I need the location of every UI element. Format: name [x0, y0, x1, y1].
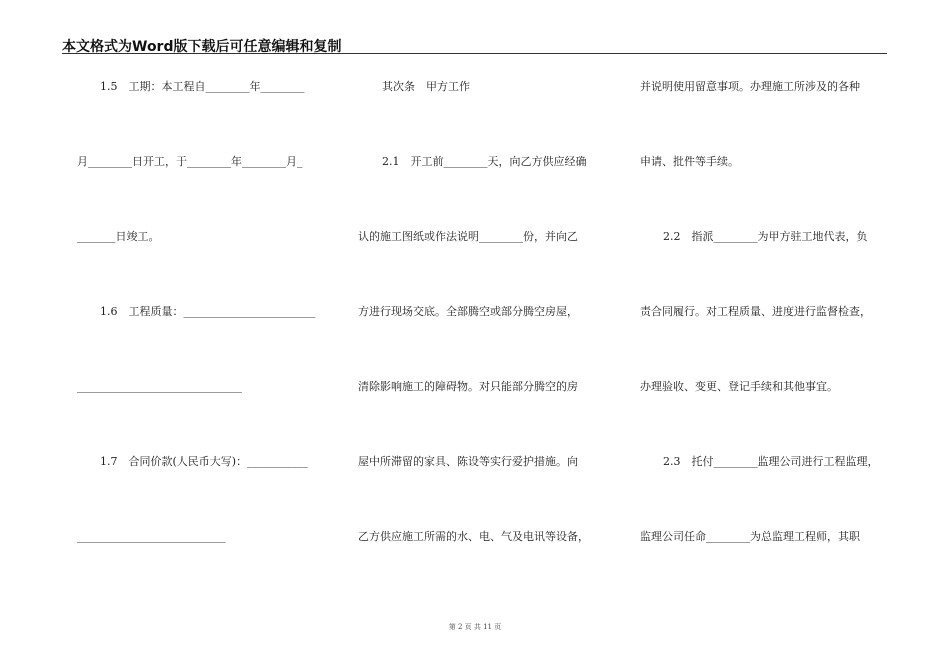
header-divider [62, 53, 887, 54]
col1-line-3: _______日竣工。 [77, 230, 160, 243]
document-header-title: 本文格式为Word版下载后可任意编辑和复制 [62, 39, 342, 55]
col2-line-3: 认的施工图纸或作法说明________份，并向乙 [358, 230, 578, 243]
col1-line-4: 1.6 工程质量：________________________ [100, 305, 316, 318]
col2-line-5: 清除影响施工的障碍物。对只能部分腾空的房 [358, 380, 578, 393]
col2-line-4: 方进行现场交底。全部腾空或部分腾空房屋， [358, 305, 578, 318]
col3-line-6: 2.3 托付________监理公司进行工程监理， [663, 455, 879, 468]
col1-line-7: ___________________________ [77, 530, 226, 543]
col2-line-7: 乙方供应施工所需的水、电、气及电讯等设备， [358, 530, 589, 543]
col2-line-2: 2.1 开工前________天，向乙方供应经确 [382, 155, 587, 168]
col3-line-5: 办理验收、变更、登记手续和其他事宜。 [640, 380, 838, 393]
col2-line-6: 屋中所滞留的家具、陈设等实行爱护措施。向 [358, 455, 578, 468]
col1-line-2: 月________日开工，于________年________月_ [77, 155, 303, 168]
col3-line-1: 并说明使用留意事项。办理施工所涉及的各种 [640, 80, 860, 93]
col3-line-7: 监理公司任命________为总监理工程师，其职 [640, 530, 860, 543]
col3-line-4: 责合同履行。对工程质量、进度进行监督检查， [640, 305, 871, 318]
col1-line-1: 1.5 工期：本工程自________年________ [100, 80, 305, 93]
col1-line-5: ______________________________ [77, 380, 242, 393]
col1-line-6: 1.7 合同价款(人民币大写)：___________ [100, 455, 308, 468]
col2-line-1: 其次条 甲方工作 [382, 80, 470, 93]
col3-line-3: 2.2 指派________为甲方驻工地代表，负 [663, 230, 868, 243]
page-number-footer: 第 2 页 共 11 页 [448, 623, 502, 631]
col3-line-2: 申请、批件等手续。 [640, 155, 739, 168]
